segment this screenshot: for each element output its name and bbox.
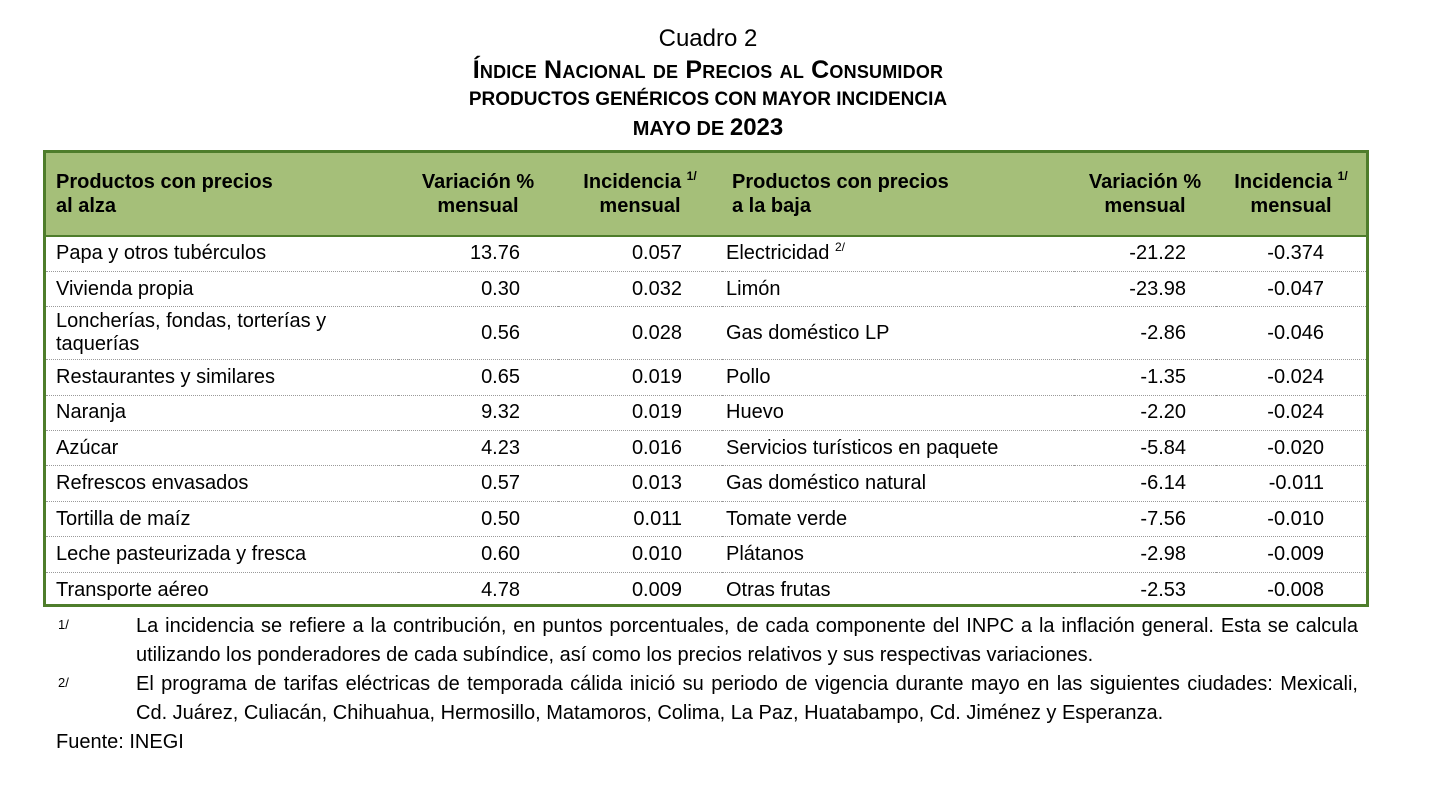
header-products-up: Productos con precios al alza	[56, 171, 273, 217]
product-up: Loncherías, fondas, torterías y taquerías	[46, 307, 398, 360]
table-row	[46, 307, 1366, 360]
variacion-down: -6.14	[1074, 466, 1216, 501]
incidencia-up: 0.057	[558, 236, 722, 271]
table-row	[46, 271, 1366, 306]
product-down: Gas doméstico LP	[722, 307, 1074, 360]
incidencia-down: -0.374	[1216, 236, 1366, 271]
incidencia-up: 0.019	[558, 395, 722, 430]
variacion-down: -2.98	[1074, 537, 1216, 572]
variacion-up: 9.32	[398, 395, 558, 430]
product-down: Limón	[722, 271, 1074, 306]
variacion-down: -1.35	[1074, 360, 1216, 395]
variacion-down: -23.98	[1074, 271, 1216, 306]
footnote-1-mark: 1/	[58, 617, 69, 632]
footnote-mark-1: 1/	[1337, 169, 1348, 183]
variacion-up: 0.65	[398, 360, 558, 395]
variacion-up: 0.60	[398, 537, 558, 572]
incidencia-down: -0.046	[1216, 307, 1366, 360]
period-month: MAYO DE	[632, 118, 725, 140]
variacion-down: -7.56	[1074, 501, 1216, 536]
variacion-down: -2.53	[1140, 578, 1186, 601]
table-title: Índice Nacional de Precios al Consumidor	[472, 56, 944, 84]
incidence-table	[43, 150, 1369, 607]
header-incidencia-up: Incidencia $^{1/}$ mensual	[583, 169, 697, 217]
variacion-down: -2.20	[1074, 395, 1216, 430]
product-down: Tomate verde	[722, 501, 1074, 536]
variacion-up: 0.30	[398, 271, 558, 306]
incidencia-down: -0.024	[1216, 360, 1366, 395]
product-down: Electricidad $^{2/}$	[722, 236, 1074, 271]
product-down: Servicios turísticos en paquete	[722, 431, 1074, 466]
product-up: Leche pasteurizada y fresca	[46, 537, 398, 572]
table-period	[0, 114, 1416, 143]
variacion-up: 4.23	[398, 431, 558, 466]
product-up: Papa y otros tubérculos	[46, 236, 398, 271]
incidencia-up: 0.016	[558, 431, 722, 466]
incidencia-down: -0.009	[1216, 537, 1366, 572]
header-variacion-up: Variación % mensual	[421, 171, 535, 217]
product-down: Huevo	[722, 395, 1074, 430]
footnote-mark-2: 2/	[834, 240, 845, 255]
product-down: Otras frutas	[726, 578, 831, 601]
table-row	[46, 236, 1366, 271]
table-row	[46, 572, 1366, 607]
product-up: Tortilla de maíz	[46, 501, 398, 536]
footnote-2-mark: 2/	[58, 675, 69, 690]
incidencia-up: 0.009	[631, 578, 682, 601]
footnote-2	[56, 670, 1358, 728]
incidencia-up: 0.028	[558, 307, 722, 360]
incidencia-down: -0.010	[1216, 501, 1366, 536]
footnote-2-text: El programa de tarifas eléctricas de temporada cálida inició su periodo de vigencia durante mayo en las siguientes ciudades: Mexicali, Cd. Juárez, Culiacán, Chihuahua, Hermosillo, Matamoros, Colima, La Paz, Huatabampo, Cd. Jiménez y Esperanza.	[136, 673, 1358, 724]
variacion-down: -5.84	[1074, 431, 1216, 466]
footnote-1-text: La incidencia se refiere a la contribución, en puntos porcentuales, de cada componente del INPC a la inflación general. Esta se calcula utilizando los ponderadores de cada subíndice, así como los precios relativos y sus respectivas variaciones.	[136, 615, 1358, 666]
variacion-down: -21.22	[1074, 236, 1216, 271]
incidencia-down: -0.047	[1216, 271, 1366, 306]
incidencia-down: -0.020	[1216, 431, 1366, 466]
table-subtitle: PRODUCTOS GENÉRICOS CON MAYOR INCIDENCIA	[468, 89, 948, 110]
header-products-down: Productos con precios a la baja	[732, 171, 949, 217]
footnote-mark-1: 1/	[686, 169, 697, 183]
incidencia-up: 0.013	[558, 466, 722, 501]
product-up: Transporte aéreo	[56, 578, 209, 601]
header-incidencia-down: Incidencia $^{1/}$ mensual	[1234, 169, 1348, 217]
table-row	[46, 466, 1366, 501]
title-block	[0, 24, 1416, 143]
product-up: Restaurantes y similares	[46, 360, 398, 395]
incidencia-up: 0.010	[558, 537, 722, 572]
incidencia-down: -0.024	[1216, 395, 1366, 430]
header-variacion-down: Variación % mensual	[1088, 171, 1202, 217]
product-down: Plátanos	[722, 537, 1074, 572]
incidencia-down: -0.008	[1267, 578, 1324, 601]
product-down: Pollo	[722, 360, 1074, 395]
variacion-down: -2.86	[1074, 307, 1216, 360]
product-down: Gas doméstico natural	[722, 466, 1074, 501]
period-year: 2023	[729, 114, 784, 141]
incidencia-up: 0.019	[558, 360, 722, 395]
variacion-up: 0.50	[398, 501, 558, 536]
table-row	[46, 431, 1366, 466]
table-header-row	[46, 153, 1366, 236]
variacion-up: 13.76	[398, 236, 558, 271]
footnotes	[56, 612, 1358, 728]
table-number: Cuadro 2	[658, 25, 758, 52]
footnote-1	[56, 612, 1358, 670]
table-row	[46, 395, 1366, 430]
incidencia-down: -0.011	[1216, 466, 1366, 501]
incidencia-up: 0.011	[558, 501, 722, 536]
variacion-up: 0.56	[398, 307, 558, 360]
table-row	[46, 360, 1366, 395]
table-row	[46, 501, 1366, 536]
variacion-up: 4.78	[481, 578, 520, 601]
product-up: Azúcar	[46, 431, 398, 466]
incidencia-up: 0.032	[558, 271, 722, 306]
variacion-up: 0.57	[398, 466, 558, 501]
source-note: Fuente: INEGI	[56, 731, 184, 753]
product-up: Naranja	[46, 395, 398, 430]
product-up: Vivienda propia	[46, 271, 398, 306]
table-row	[46, 537, 1366, 572]
product-up: Refrescos envasados	[46, 466, 398, 501]
